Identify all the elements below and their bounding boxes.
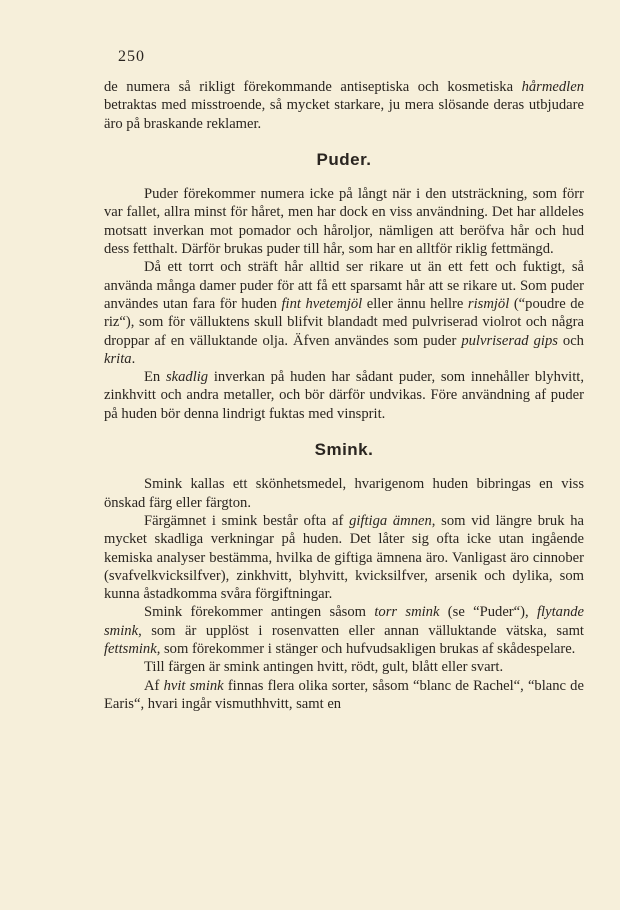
paragraph: Smink kallas ett skönhetsmedel, hvarigenom huden bibringas en viss önskad färg eller färgton. bbox=[104, 476, 584, 511]
intro-paragraph bbox=[104, 78, 584, 133]
italic-term: krita bbox=[104, 350, 132, 367]
paragraph bbox=[104, 512, 584, 603]
text-run: eller ännu hellre bbox=[362, 295, 468, 312]
text-run: Färgämnet i smink består ofta af bbox=[144, 512, 350, 529]
text-run: finnas flera olika sorter, såsom “blanc de Rachel“, “blanc de Earis“, hvari ingår vismuthhvitt, samt en bbox=[104, 677, 584, 712]
italic-term: pulvriserad gips bbox=[461, 332, 558, 349]
italic-term: hårmedlen bbox=[521, 79, 584, 95]
text-run: , som vid längre bruk ha mycket skadliga verkningar på huden. Det låter sig ofta icke utan ingående kemiska analyser bestämma, hvilka de giftiga ämnena äro. Vanligast äro cinnober (svafvelkvicksilfver), zinkhvitt, blyhvitt, kvicksilfver, arsenik och dylika, som kunna åstadkomma svåra förgiftningar. bbox=[104, 512, 584, 603]
italic-term: fint hvetemjöl bbox=[281, 295, 363, 312]
page-number: 250 bbox=[118, 48, 145, 65]
paragraph: Puder förekommer numera icke på långt när i den utsträckning, som förr var fallet, allra minst för håret, men har dock en viss användning. Det har alldeles motsatt inverkan mot pomador och håroljor, nämligen att beröfva hår och hud dess fetthalt. Därför brukas puder till hår, som har en alltför riklig fettmängd. bbox=[104, 186, 584, 258]
italic-term: fettsmink bbox=[104, 641, 157, 658]
italic-term: hvit smink bbox=[163, 677, 224, 694]
section-heading-puder: Puder. bbox=[316, 149, 372, 169]
text-run: . bbox=[131, 350, 136, 367]
text-run: Af bbox=[144, 677, 164, 694]
italic-term: skadlig bbox=[165, 369, 209, 386]
text-run: En bbox=[144, 369, 166, 386]
section-heading-smink: Smink. bbox=[314, 440, 374, 460]
italic-term: flytande smink bbox=[104, 604, 585, 639]
body-text bbox=[104, 78, 584, 713]
paragraph: Till färgen är smink antingen hvitt, rödt, gult, blått eller svart. bbox=[144, 659, 504, 676]
text-run: (“poudre de riz“), som för välluktens skull blifvit blandadt med pulvriserad violrot och några droppar af en välluktande olja. Äfven användes som puder bbox=[104, 295, 585, 349]
text-run: Smink förekommer antingen såsom bbox=[144, 604, 375, 621]
italic-term: rismjöl bbox=[467, 295, 510, 312]
text-run: betraktas med misstroende, så mycket starkare, ju mera slösande deras utbjudare äro på braskande reklamer. bbox=[104, 97, 584, 132]
text-run: och bbox=[557, 332, 584, 349]
italic-term: giftiga ämnen bbox=[349, 512, 432, 529]
paragraph bbox=[104, 677, 584, 714]
paragraph bbox=[104, 368, 584, 423]
paragraph bbox=[104, 258, 584, 368]
italic-term: torr smink bbox=[374, 604, 440, 621]
text-run: inverkan på huden har sådant puder, som innehåller blyhvitt, zinkhvitt och andra metaller, och bör därför undvikas. Före användning af puder på huden bör denna lindrigt fuktas med vinsprit. bbox=[104, 369, 584, 422]
text-run: , som är upplöst i rosenvatten eller annan välluktande vätska, samt bbox=[138, 622, 584, 639]
paragraph bbox=[104, 603, 584, 658]
text-run: , som förekommer i stänger och hufvudsakligen brukas af skådespelare. bbox=[156, 641, 576, 658]
text-run: (se “Puder“), bbox=[439, 604, 537, 621]
text-run: Då ett torrt och sträft hår alltid ser rikare ut än ett fett och fuktigt, så använda många damer puder för att få ett sparsamt hår att se rikare ut. Som puder användes utan fara för huden bbox=[104, 259, 584, 312]
text-run: de numera så rikligt förekommande antiseptiska och kosmetiska bbox=[104, 79, 522, 95]
